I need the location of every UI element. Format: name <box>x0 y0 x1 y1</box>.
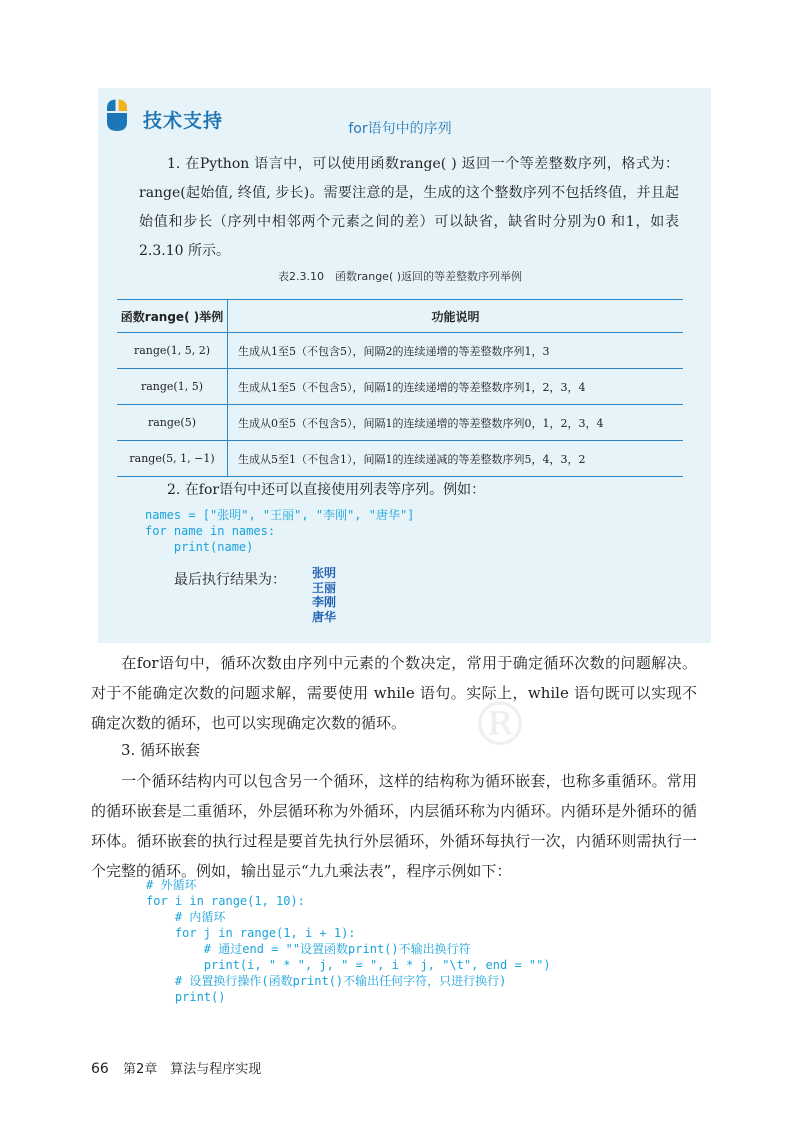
table-header-row <box>117 300 683 333</box>
box-paragraph-1: 1. 在Python 语言中，可以使用函数range( ) 返回一个等差整数序列，格式为：range(起始值, 终值, 步长)。需要注意的是，生成的这个整数序列不包括终值，并且起始值和步长（序列中相邻两个元素之间的差）可以缺省，缺省时分别为0 和1，如表2.3.10 所示。 <box>139 156 679 259</box>
table-row <box>117 405 683 441</box>
main-paragraph-1: 在for语句中，循环次数由序列中元素的个数决定，常用于确定循环次数的问题解决。对于不能确定次数的问题求解，需要使用 while 语句。实际上，while 语句既可以实现不确定次数的循环，也可以实现确定次数的循环。 <box>91 654 697 732</box>
table-cell: 生成从0至5（不包含5），间隔1的连续递增的等差整数序列0，1，2，3，4 <box>228 405 684 441</box>
chapter-title: 第2章 算法与程序实现 <box>122 1062 262 1077</box>
table-cell: range(1, 5) <box>117 369 228 405</box>
output-label: 最后执行结果为： <box>174 572 286 588</box>
page-number: 66 <box>91 1061 109 1077</box>
page-footer <box>91 1058 261 1077</box>
table-caption: 表2.3.10 函数range( )返回的等差整数序列举例 <box>277 270 523 283</box>
output-line: 唐华 <box>312 609 337 624</box>
output-line: 李刚 <box>312 595 337 609</box>
table-cell: range(5, 1, −1) <box>117 441 228 477</box>
box-paragraph-2: 2. 在for语句中还可以直接使用列表等序列。例如： <box>167 482 486 498</box>
multiplication-code-block: # 外循环 for i in range(1, 10): # 内循环 for j in range(1, i + 1): # 通过end = ""设置函数print()不输出换行符 print(i, " * ", j, " = ", i * j, "\t", end = "") # 设置换行操作(函数print()不输出任何字符，只进行换行) print() <box>146 878 551 1004</box>
box-label: 技术支持 <box>143 110 224 132</box>
section-heading: 3. 循环嵌套 <box>121 741 201 759</box>
output-line: 王丽 <box>312 580 337 595</box>
table-row <box>117 441 683 477</box>
table-row <box>117 369 683 405</box>
table-cell: 生成从5至1（不包含1），间隔1的连续递减的等差整数序列5，4，3，2 <box>228 441 684 477</box>
range-examples-table <box>117 299 683 477</box>
main-paragraph-2: 一个循环结构内可以包含另一个循环，这样的结构称为循环嵌套，也称多重循环。常用的循环嵌套是二重循环，外层循环称为外循环，内层循环称为内循环。内循环是外循环的循环体。循环嵌套的执行过程是要首先执行外层循环，外循环每执行一次，内循环则需执行一个完整的循环。例如，输出显示“九九乘法表”，程序示例如下： <box>91 772 697 880</box>
names-code-block: names = ["张明", "王丽", "李刚", "唐华"] for name in names: print(name) <box>145 508 415 554</box>
table-row <box>117 333 683 369</box>
table-cell: range(1, 5, 2) <box>117 333 228 369</box>
table-cell: 生成从1至5（不包含5），间隔1的连续递增的等差整数序列1，2，3，4 <box>228 369 684 405</box>
table-cell: 生成从1至5（不包含5），间隔2的连续递增的等差整数序列1，3 <box>228 333 684 369</box>
watermark: ® <box>470 690 530 760</box>
table-header-cell: 函数range( )举例 <box>117 300 228 333</box>
box-title: for语句中的序列 <box>348 121 452 137</box>
table-header-cell: 功能说明 <box>228 300 684 333</box>
output-list <box>312 566 336 624</box>
output-line: 张明 <box>312 566 337 580</box>
table-cell: range(5) <box>117 405 228 441</box>
